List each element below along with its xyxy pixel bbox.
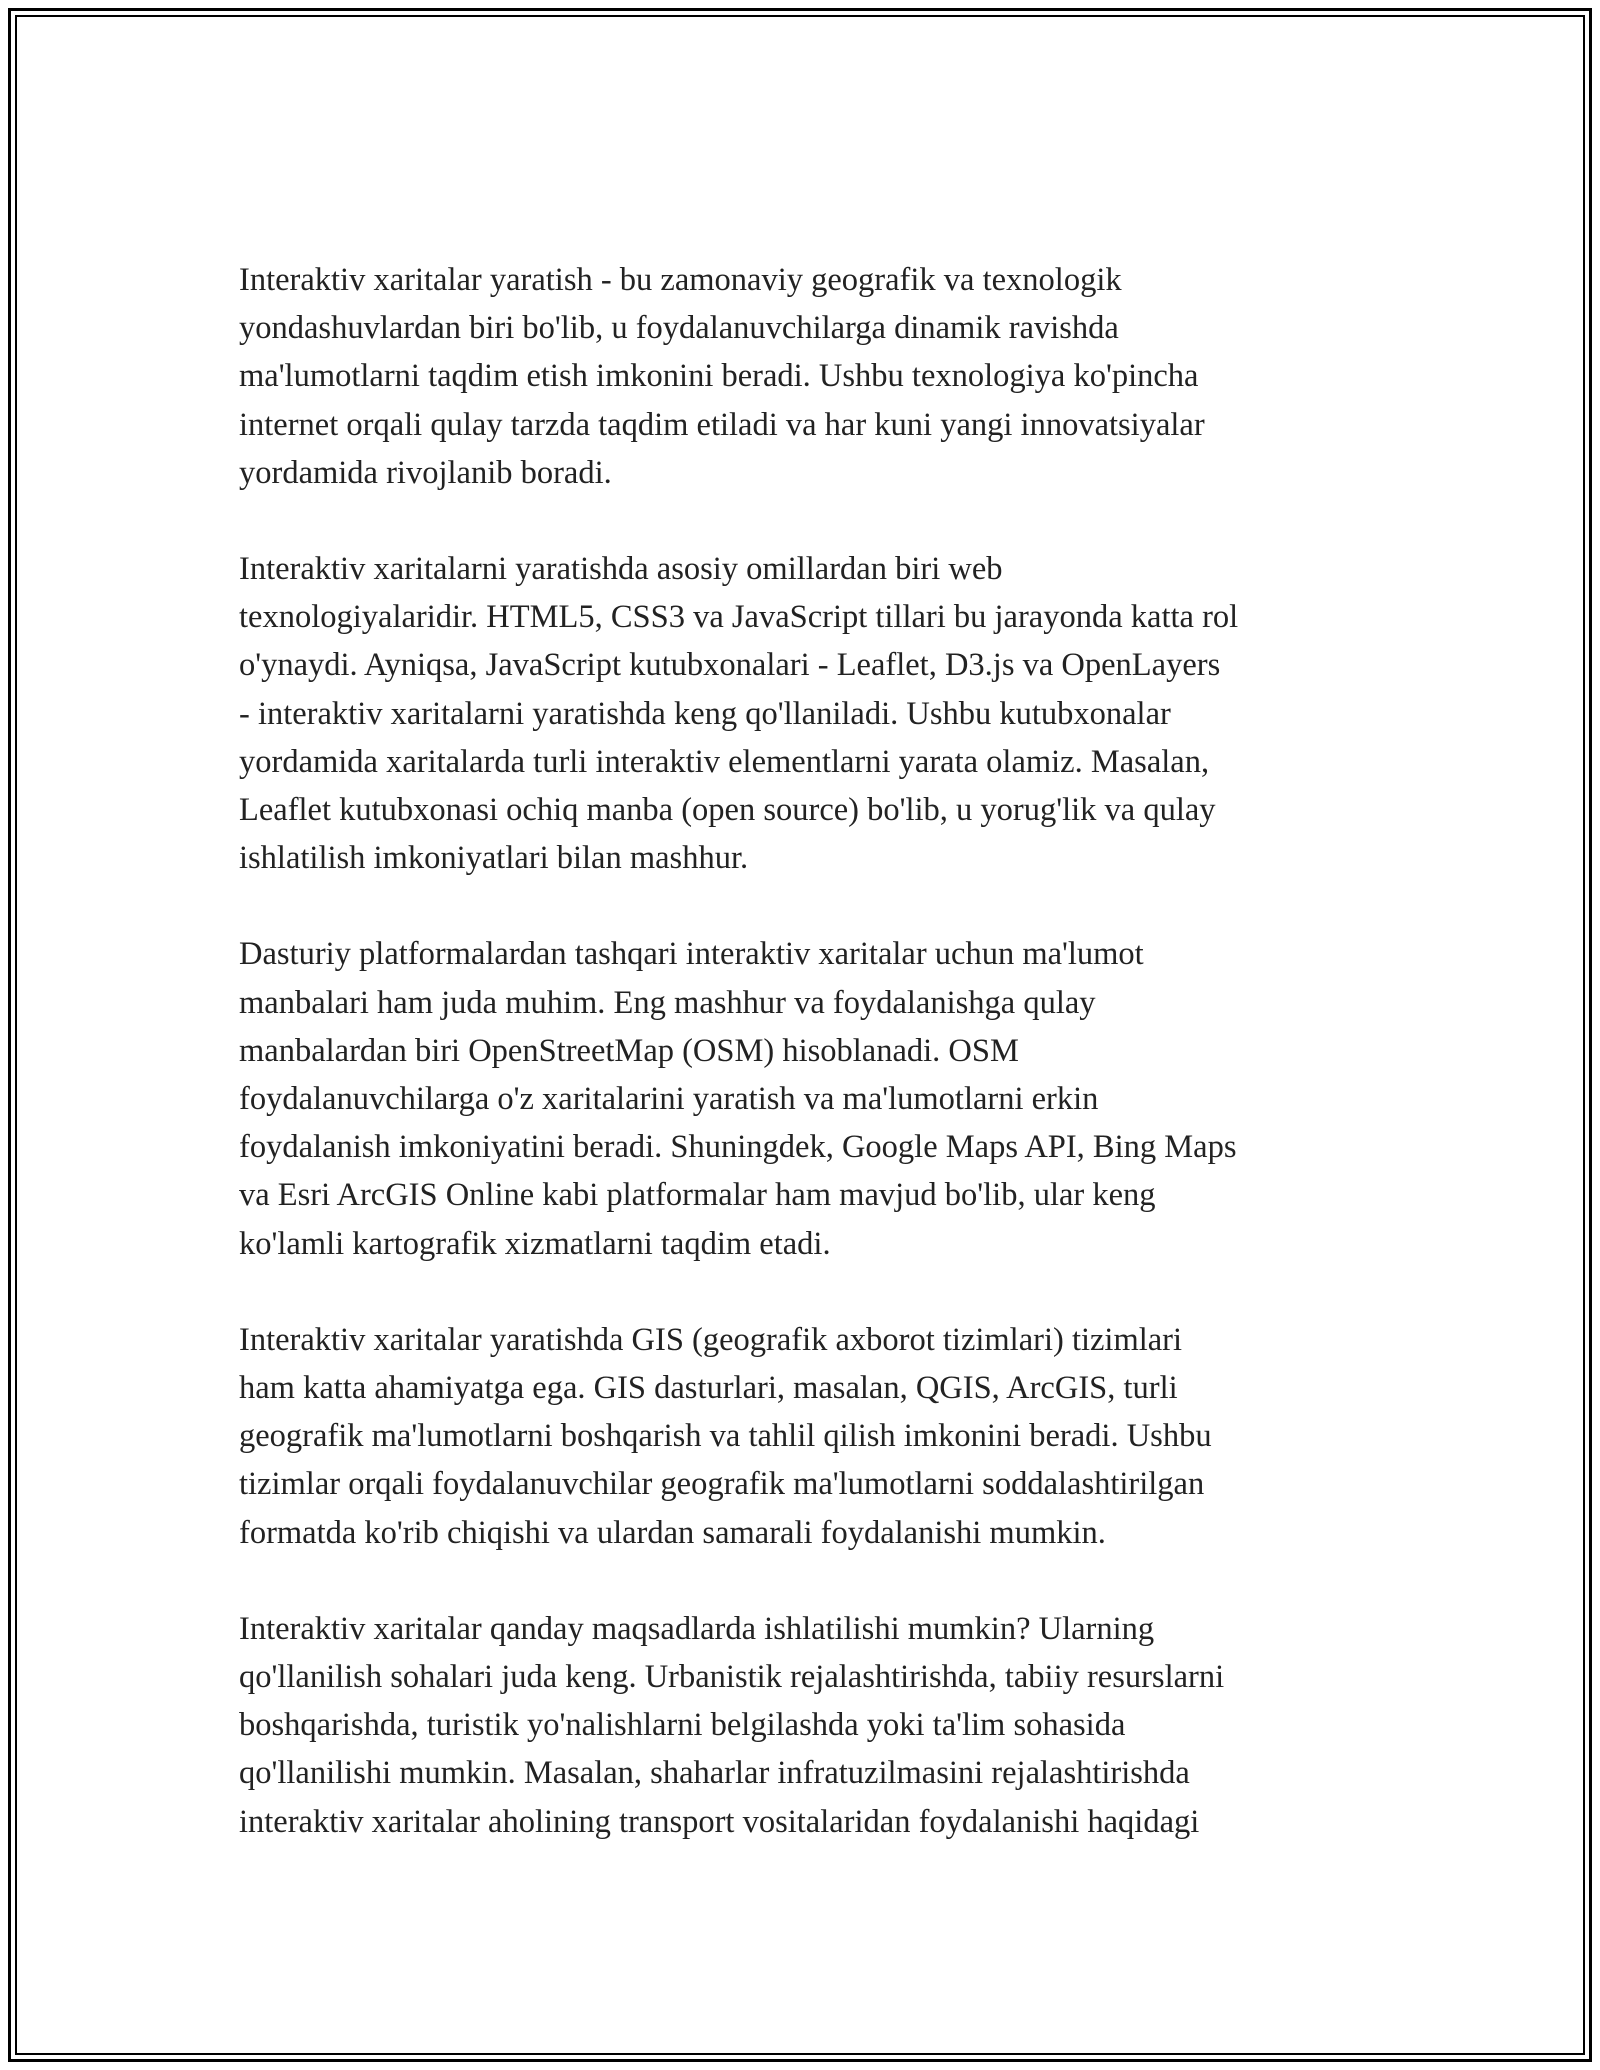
paragraph-5 (239, 1605, 1399, 1846)
text-line: qo'llanilish sohalari juda keng. Urbanistik rejalashtirishda, tabiiy resurslarni (239, 1659, 1225, 1696)
text-line: texnologiyalaridir. HTML5, CSS3 va JavaScript tillari bu jarayonda katta rol (239, 599, 1239, 636)
text-line: - interaktiv xaritalarni yaratishda keng qo'llaniladi. Ushbu kutubxonalar (239, 695, 1171, 732)
text-line: qo'llanilishi mumkin. Masalan, shaharlar infratuzilmasini rejalashtirishda (239, 1755, 1190, 1792)
text-line: foydalanuvchilarga o'z xaritalarini yaratish va ma'lumotlarni erkin (239, 1081, 1099, 1118)
text-line: Leaflet kutubxonasi ochiq manba (open source) bo'lib, u yorug'lik va qulay (239, 792, 1216, 829)
text-line: yondashuvlardan biri bo'lib, u foydalanuvchilarga dinamik ravishda (239, 310, 1119, 347)
text-line: Interaktiv xaritalar yaratish - bu zamonaviy geografik va texnologik (239, 262, 1122, 298)
document-body (239, 256, 1399, 1846)
text-line: internet orqali qulay tarzda taqdim etiladi va har kuni yangi innovatsiyalar (239, 406, 1205, 443)
text-line: Interaktiv xaritalar yaratishda GIS (geografik axborot tizimlari) tizimlari (239, 1321, 1183, 1358)
text-line: boshqarishda, turistik yo'nalishlarni belgilashda yoki ta'lim sohasida (239, 1707, 1126, 1744)
text-line: geografik ma'lumotlarni boshqarish va tahlil qilish imkonini beradi. Ushbu (239, 1418, 1212, 1455)
text-line: Dasturiy platformalardan tashqari interaktiv xaritalar uchun ma'lumot (239, 936, 1144, 973)
text-line: va Esri ArcGIS Online kabi platformalar ham mavjud bo'lib, ular keng (239, 1177, 1156, 1214)
text-line: interaktiv xaritalar aholining transport vositalaridan foydalanishi haqidagi (239, 1803, 1200, 1840)
paragraph-3 (239, 930, 1399, 1267)
paragraph-4 (239, 1316, 1399, 1557)
text-line: yordamida rivojlanib boradi. (239, 454, 612, 491)
text-line: yordamida xaritalarda turli interaktiv elementlarni yarata olamiz. Masalan, (239, 743, 1210, 780)
text-line: ma'lumotlarni taqdim etish imkonini beradi. Ushbu texnologiya ko'pincha (239, 358, 1199, 395)
text-line: ko'lamli kartografik xizmatlarni taqdim etadi. (239, 1225, 831, 1262)
paragraph-1 (239, 256, 1399, 497)
text-line: ham katta ahamiyatga ega. GIS dasturlari, masalan, QGIS, ArcGIS, turli (239, 1370, 1178, 1407)
text-line: tizimlar orqali foydalanuvchilar geografik ma'lumotlarni soddalashtirilgan (239, 1466, 1205, 1503)
text-line: Interaktiv xaritalar qanday maqsadlarda ishlatilishi mumkin? Ularning (239, 1610, 1155, 1647)
text-line: manbalardan biri OpenStreetMap (OSM) hisoblanadi. OSM (239, 1032, 1019, 1069)
text-line: formatda ko'rib chiqishi va ulardan samarali foydalanishi mumkin. (239, 1514, 1106, 1551)
page-frame (8, 8, 1592, 2062)
text-line: manbalari ham juda muhim. Eng mashhur va foydalanishga qulay (239, 984, 1096, 1021)
text-line: foydalanish imkoniyatini beradi. Shuningdek, Google Maps API, Bing Maps (239, 1129, 1237, 1166)
text-line: Interaktiv xaritalarni yaratishda asosiy omillardan biri web (239, 551, 1003, 588)
text-line: o'ynaydi. Ayniqsa, JavaScript kutubxonalari - Leaflet, D3.js va OpenLayers (239, 647, 1221, 684)
paragraph-2 (239, 545, 1399, 882)
text-line: ishlatilish imkoniyatlari bilan mashhur. (239, 840, 749, 877)
